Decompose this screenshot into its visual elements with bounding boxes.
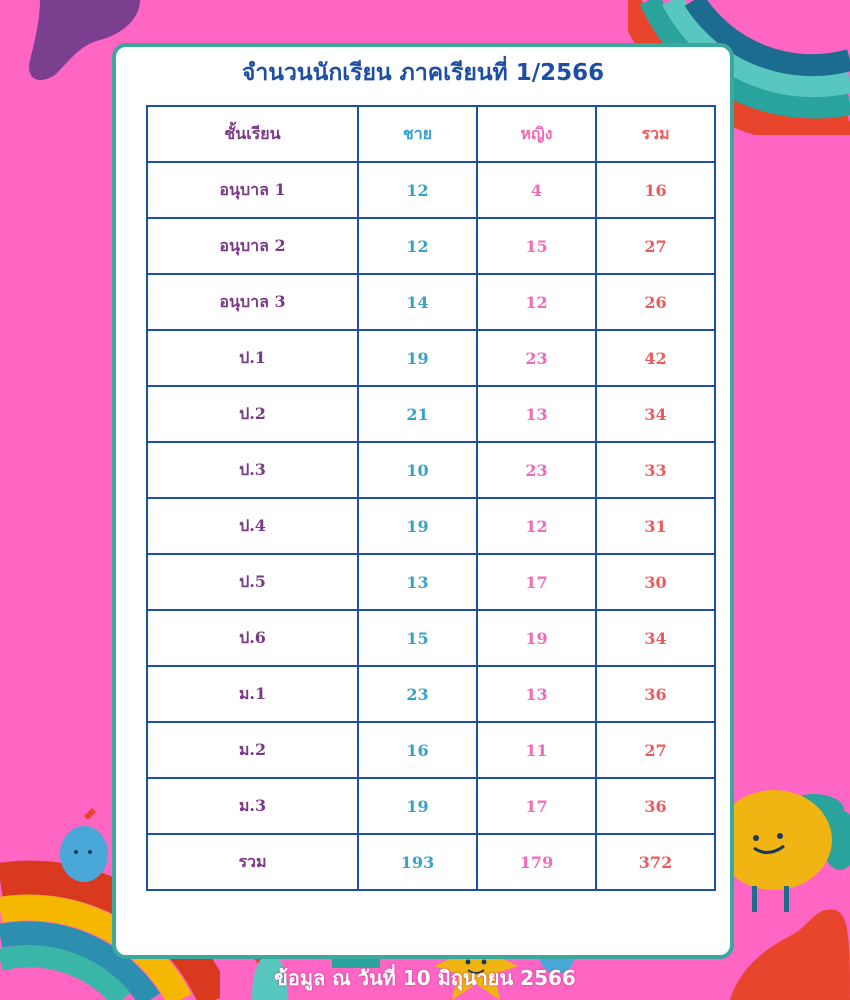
- table-row: [147, 330, 715, 386]
- male-cell: 15: [358, 610, 477, 666]
- total-cell: 31: [596, 498, 715, 554]
- grade-cell: ม.2: [147, 722, 358, 778]
- column-header-female: หญิง: [477, 106, 596, 162]
- grade-cell: อนุบาล 2: [147, 218, 358, 274]
- summary-male-cell: 193: [358, 834, 477, 890]
- apple-icon: [56, 808, 112, 884]
- student-table: [146, 105, 716, 891]
- grade-cell: ม.1: [147, 666, 358, 722]
- total-cell: 30: [596, 554, 715, 610]
- male-cell: 19: [358, 330, 477, 386]
- page-title: จำนวนนักเรียน ภาคเรียนที่ 1/2566: [241, 60, 605, 86]
- table-row: [147, 666, 715, 722]
- table-row: [147, 218, 715, 274]
- table-row: [147, 162, 715, 218]
- female-cell: 19: [477, 610, 596, 666]
- table-row: [147, 442, 715, 498]
- male-cell: 19: [358, 498, 477, 554]
- female-cell: 13: [477, 386, 596, 442]
- male-cell: 23: [358, 666, 477, 722]
- female-cell: 15: [477, 218, 596, 274]
- table-row: [147, 778, 715, 834]
- male-cell: 12: [358, 218, 477, 274]
- grade-cell: ป.4: [147, 498, 358, 554]
- male-cell: 10: [358, 442, 477, 498]
- female-cell: 13: [477, 666, 596, 722]
- female-cell: 23: [477, 442, 596, 498]
- grade-cell: ป.5: [147, 554, 358, 610]
- student-count-card: [112, 43, 734, 959]
- table-row: [147, 554, 715, 610]
- male-cell: 12: [358, 162, 477, 218]
- female-cell: 12: [477, 274, 596, 330]
- male-cell: 16: [358, 722, 477, 778]
- grade-cell: ป.3: [147, 442, 358, 498]
- total-cell: 36: [596, 666, 715, 722]
- female-cell: 11: [477, 722, 596, 778]
- total-cell: 34: [596, 610, 715, 666]
- column-header-total: รวม: [596, 106, 715, 162]
- table-summary-row: [147, 834, 715, 890]
- column-header-grade: ชั้นเรียน: [147, 106, 358, 162]
- summary-female-cell: 179: [477, 834, 596, 890]
- table-row: [147, 386, 715, 442]
- table-row: [147, 498, 715, 554]
- female-cell: 4: [477, 162, 596, 218]
- table-row: [147, 610, 715, 666]
- summary-total-cell: 372: [596, 834, 715, 890]
- male-cell: 13: [358, 554, 477, 610]
- male-cell: 21: [358, 386, 477, 442]
- female-cell: 12: [477, 498, 596, 554]
- total-cell: 33: [596, 442, 715, 498]
- grade-cell: ป.1: [147, 330, 358, 386]
- total-cell: 26: [596, 274, 715, 330]
- total-cell: 27: [596, 218, 715, 274]
- total-cell: 42: [596, 330, 715, 386]
- female-cell: 23: [477, 330, 596, 386]
- table-row: [147, 274, 715, 330]
- female-cell: 17: [477, 554, 596, 610]
- total-cell: 36: [596, 778, 715, 834]
- table-row: [147, 722, 715, 778]
- grade-cell: ม.3: [147, 778, 358, 834]
- summary-label-cell: รวม: [147, 834, 358, 890]
- grade-cell: ป.2: [147, 386, 358, 442]
- male-cell: 14: [358, 274, 477, 330]
- orange-character-icon: [714, 780, 850, 920]
- female-cell: 17: [477, 778, 596, 834]
- grade-cell: ป.6: [147, 610, 358, 666]
- table-header-row: [147, 106, 715, 162]
- column-header-male: ชาย: [358, 106, 477, 162]
- grade-cell: อนุบาล 3: [147, 274, 358, 330]
- total-cell: 16: [596, 162, 715, 218]
- male-cell: 19: [358, 778, 477, 834]
- total-cell: 27: [596, 722, 715, 778]
- footer-date-note: ข้อมูล ณ วันที่ 10 มิถุนายน 2566: [274, 966, 576, 990]
- total-cell: 34: [596, 386, 715, 442]
- grade-cell: อนุบาล 1: [147, 162, 358, 218]
